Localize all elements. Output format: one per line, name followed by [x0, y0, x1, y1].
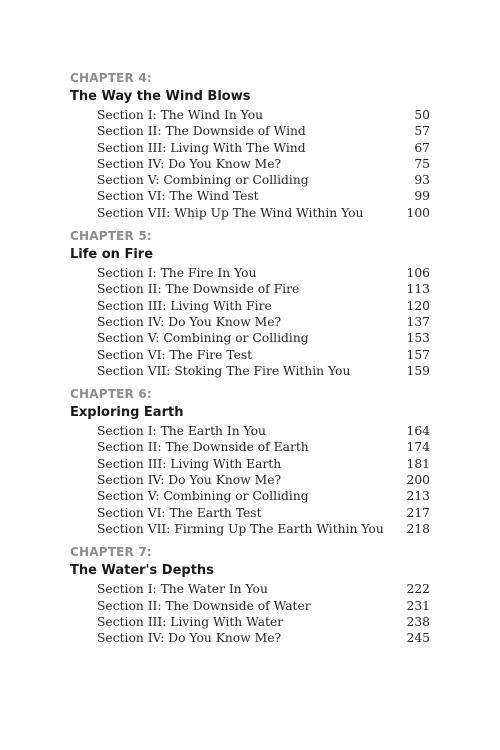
section-title: Section IV: Do You Know Me? — [97, 156, 282, 171]
section-title: Section VII: Firming Up The Earth Within You — [97, 521, 384, 536]
toc-entry — [70, 505, 430, 521]
page-number: 93 — [414, 173, 430, 188]
page-number: 120 — [406, 298, 430, 313]
page-number: 159 — [406, 363, 430, 378]
toc-entry — [70, 123, 430, 139]
page-number: 153 — [406, 331, 430, 346]
page-number: 213 — [406, 489, 430, 504]
page-number: 200 — [406, 473, 430, 488]
page-number: 181 — [406, 456, 430, 471]
section-title: Section VII: Stoking The Fire Within You — [97, 363, 351, 378]
page-number: 50 — [414, 108, 430, 122]
chapter-label: CHAPTER 6: — [70, 387, 152, 402]
section-title: Section I: The Wind In You — [97, 108, 264, 122]
toc-entry — [70, 472, 430, 488]
toc-entry — [70, 630, 430, 646]
toc-entry — [70, 188, 430, 204]
section-list — [70, 265, 430, 379]
page-number: 67 — [414, 140, 430, 155]
page-number: 245 — [406, 631, 430, 646]
page-number: 100 — [406, 205, 430, 220]
section-title: Section II: The Downside of Water — [97, 598, 311, 613]
page-number: 164 — [406, 424, 430, 439]
toc-entry — [70, 281, 430, 297]
section-title: Section III: Living With Fire — [97, 298, 272, 313]
toc-entry — [70, 456, 430, 472]
toc-entry — [70, 598, 430, 614]
section-list — [70, 581, 430, 646]
page-number: 113 — [406, 282, 430, 297]
page-number: 157 — [406, 347, 430, 362]
toc-entry — [70, 330, 430, 346]
chapter-label: CHAPTER 5: — [70, 229, 152, 244]
toc-entry — [70, 439, 430, 455]
toc-entry — [70, 107, 430, 123]
section-title: Section I: The Water In You — [97, 582, 268, 597]
chapter-title: Exploring Earth — [70, 405, 184, 421]
section-title: Section V: Combining or Colliding — [97, 489, 309, 504]
toc-entry — [70, 488, 430, 504]
chapter-title: The Way the Wind Blows — [70, 89, 251, 104]
page-number: 218 — [406, 521, 430, 536]
section-title: Section II: The Downside of Wind — [97, 124, 306, 139]
page-number: 106 — [406, 266, 430, 281]
chapter-block — [70, 71, 430, 221]
chapter-label: CHAPTER 7: — [70, 545, 152, 560]
section-title: Section I: The Earth In You — [97, 424, 266, 439]
page-number: 99 — [414, 189, 430, 204]
table-of-contents — [70, 71, 430, 654]
page-number: 174 — [406, 440, 430, 455]
section-title: Section III: Living With The Wind — [97, 140, 306, 155]
toc-entry — [70, 140, 430, 156]
toc-entry — [70, 314, 430, 330]
section-list — [70, 423, 430, 537]
section-title: Section VI: The Fire Test — [97, 347, 253, 362]
toc-entry — [70, 347, 430, 363]
page-number: 57 — [414, 124, 430, 139]
toc-entry — [70, 172, 430, 188]
toc-entry — [70, 298, 430, 314]
page-number: 217 — [406, 505, 430, 520]
toc-entry — [70, 521, 430, 537]
section-title: Section IV: Do You Know Me? — [97, 631, 282, 646]
section-title: Section IV: Do You Know Me? — [97, 314, 282, 329]
toc-entry — [70, 363, 430, 379]
section-title: Section VI: The Wind Test — [97, 189, 259, 204]
toc-entry — [70, 614, 430, 630]
section-title: Section I: The Fire In You — [97, 266, 257, 281]
page-number: 238 — [406, 614, 430, 629]
page-number: 231 — [406, 598, 430, 613]
section-list — [70, 107, 430, 221]
section-title: Section V: Combining or Colliding — [97, 331, 309, 346]
section-title: Section II: The Downside of Earth — [97, 440, 309, 455]
toc-entry — [70, 581, 430, 597]
toc-entry — [70, 156, 430, 172]
section-title: Section II: The Downside of Fire — [97, 282, 300, 297]
toc-entry — [70, 265, 430, 281]
page-number: 137 — [406, 314, 430, 329]
toc-entry — [70, 205, 430, 221]
section-title: Section VI: The Earth Test — [97, 505, 262, 520]
chapter-label: CHAPTER 4: — [70, 71, 152, 85]
chapter-title: Life on Fire — [70, 247, 154, 263]
chapter-block — [70, 387, 430, 537]
toc-entry — [70, 423, 430, 439]
chapter-title: The Water's Depths — [70, 563, 214, 579]
section-title: Section III: Living With Earth — [97, 456, 282, 471]
chapter-block — [70, 545, 430, 646]
page-number: 222 — [406, 582, 430, 597]
section-title: Section III: Living With Water — [97, 614, 284, 629]
section-title: Section VII: Whip Up The Wind Within You — [97, 205, 364, 220]
section-title: Section V: Combining or Colliding — [97, 173, 309, 188]
chapter-block — [70, 229, 430, 379]
page-number: 75 — [414, 156, 430, 171]
section-title: Section IV: Do You Know Me? — [97, 473, 282, 488]
